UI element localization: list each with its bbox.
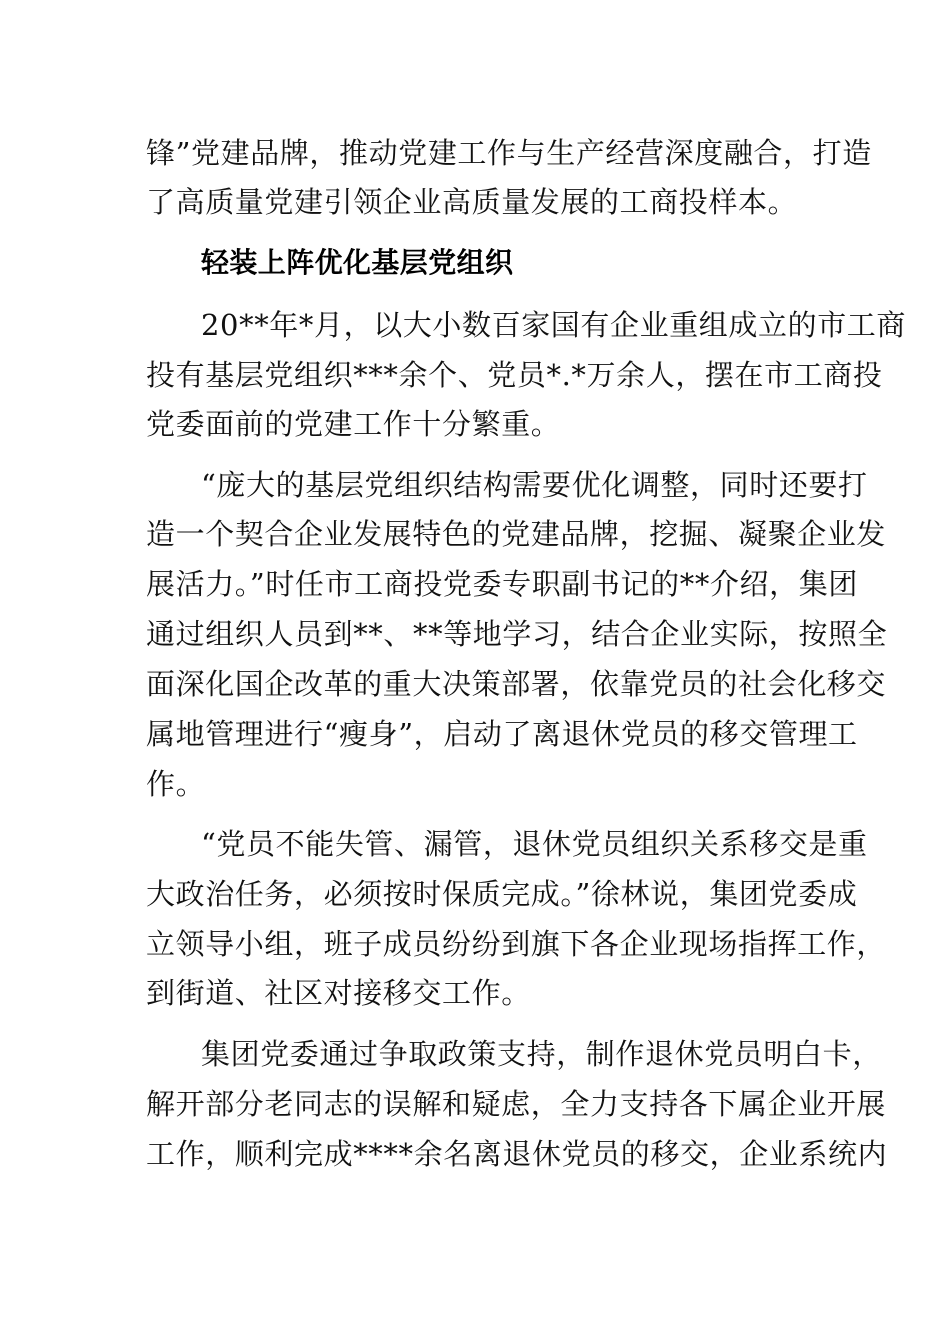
paragraph-3-line-4: 到街道、社区对接移交工作。: [146, 976, 531, 1010]
paragraph-2-line-4: 通过组织人员到**、**等地学习，结合企业实际，按照全: [146, 617, 888, 651]
paragraph-3-line-1: “党员不能失管、漏管，退休党员组织关系移交是重: [201, 827, 868, 861]
paragraph-2-line-3: 展活力。”时任市工商投党委专职副书记的**介绍，集团: [146, 567, 858, 601]
paragraph-2-line-6: 属地管理进行“瘦身”，启动了离退休党员的移交管理工: [146, 717, 858, 751]
paragraph-4-line-1: 集团党委通过争取政策支持，制作退休党员明白卡，: [201, 1037, 882, 1071]
paragraph-3-line-2: 大政治任务，必须按时保质完成。”徐林说，集团党委成: [146, 877, 858, 911]
paragraph-4-line-2: 解开部分老同志的误解和疑虑，全力支持各下属企业开展: [146, 1087, 887, 1121]
intro-line-1: 锋”党建品牌，推动党建工作与生产经营深度融合，打造: [146, 136, 872, 170]
intro-line-2: 了高质量党建引领企业高质量发展的工商投样本。: [146, 185, 798, 219]
section-heading: 轻装上阵优化基层党组织: [201, 246, 514, 279]
paragraph-2-line-2: 造一个契合企业发展特色的党建品牌，挖掘、凝聚企业发: [146, 517, 887, 551]
paragraph-1-line-1: 20**年*月，以大小数百家国有企业重组成立的市工商: [201, 308, 907, 342]
paragraph-2-line-5: 面深化国企改革的重大决策部署，依靠党员的社会化移交: [146, 667, 887, 701]
paragraph-2-line-7: 作。: [146, 767, 206, 801]
paragraph-3-line-3: 立领导小组，班子成员纷纷到旗下各企业现场指挥工作，: [146, 927, 887, 961]
paragraph-4-line-3: 工作，顺利完成****余名离退休党员的移交，企业系统内: [146, 1137, 888, 1171]
paragraph-2-line-1: “庞大的基层党组织结构需要优化调整，同时还要打: [201, 468, 868, 502]
paragraph-1-line-2: 投有基层党组织***余个、党员*.*万余人，摆在市工商投: [146, 358, 883, 392]
paragraph-1-line-3: 党委面前的党建工作十分繁重。: [146, 407, 561, 441]
